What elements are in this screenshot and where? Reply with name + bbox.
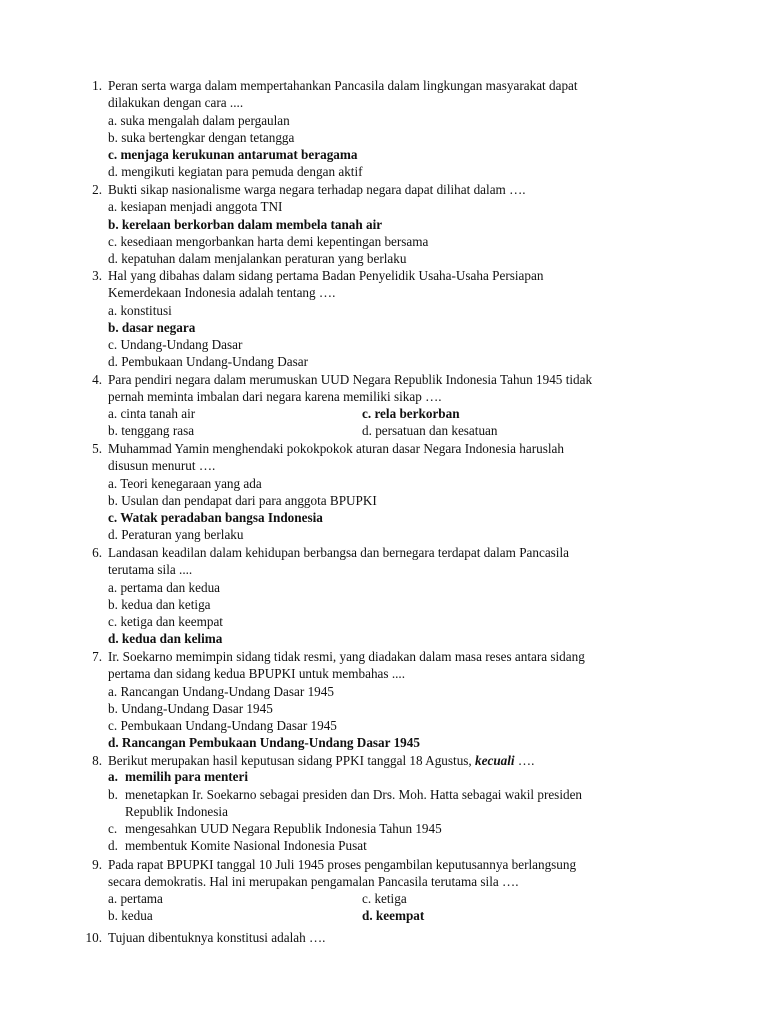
option-c: c. Pembukaan Undang-Undang Dasar 1945 (108, 718, 337, 734)
question-stem: Bukti sikap nasionalisme warga negara terhadap negara dapat dilihat dalam …. (108, 182, 526, 197)
option-c: c. Undang-Undang Dasar (108, 337, 243, 353)
stem-text: …. (514, 753, 535, 768)
question-stem (108, 752, 688, 769)
option-letter: c. (108, 821, 118, 837)
option-c: c. ketiga dan keempat (108, 614, 223, 630)
option-a: a. Teori kenegaraan yang ada (108, 475, 262, 491)
option-text: membentuk Komite Nasional Indonesia Pusat (125, 838, 367, 854)
stem-text: Berikut merupakan hasil keputusan sidang PPKI tanggal 18 Agustus, (108, 753, 476, 768)
option-text: memilih para menteri (125, 769, 249, 785)
option-b: b. Undang-Undang Dasar 1945 (108, 700, 273, 716)
option-a: a. Rancangan Undang-Undang Dasar 1945 (108, 683, 334, 699)
question-number: 6. (92, 545, 102, 560)
option-b: b. Usulan dan pendapat dari para anggota BPUPKI (108, 492, 377, 508)
option-d-correct: d. keempat (362, 907, 425, 923)
question-stem: terutama sila .... (108, 562, 193, 578)
option-d: d. kepatuhan dalam menjalankan peraturan yang berlaku (108, 251, 407, 267)
option-b-correct: b. kerelaan berkorban dalam membela tanah air (108, 216, 383, 232)
option-a: a. pertama dan kedua (108, 579, 221, 595)
option-c: c. ketiga (362, 890, 407, 906)
option-text: menetapkan Ir. Soekarno sebagai presiden dan Drs. Moh. Hatta sebagai wakil presiden (125, 786, 583, 802)
question-stem: Kemerdekaan Indonesia adalah tentang …. (108, 285, 336, 301)
question-number: 8. (92, 753, 102, 768)
question-stem: pertama dan sidang kedua BPUPKI untuk membahas .... (108, 666, 406, 682)
question-stem: Landasan keadilan dalam kehidupan berbangsa dan bernegara terdapat dalam Pancasila (108, 545, 569, 560)
option-c: c. kesediaan mengorbankan harta demi kepentingan bersama (108, 233, 429, 249)
question-stem: Pada rapat BPUPKI tanggal 10 Juli 1945 proses pengambilan keputusannya berlangsung (108, 857, 577, 872)
option-c-correct: c. rela berkorban (362, 405, 460, 421)
option-b: b. suka bertengkar dengan tetangga (108, 129, 295, 145)
option-text: Republik Indonesia (125, 803, 228, 819)
question-stem: dilakukan dengan cara .... (108, 95, 244, 111)
question-number: 9. (92, 857, 102, 872)
option-a: a. pertama (108, 890, 163, 906)
question-stem: secara demokratis. Hal ini merupakan pengamalan Pancasila terutama sila …. (108, 874, 519, 890)
option-d: d. persatuan dan kesatuan (362, 422, 498, 438)
question-stem: Muhammad Yamin menghendaki pokokpokok aturan dasar Negara Indonesia haruslah (108, 441, 564, 456)
option-row (108, 908, 688, 925)
question-number: 3. (92, 268, 102, 283)
option-c-correct: c. Watak peradaban bangsa Indonesia (108, 510, 323, 526)
question-number: 4. (92, 372, 102, 387)
option-a-correct (108, 769, 688, 786)
option-d-correct: d. kedua dan kelima (108, 631, 223, 647)
question-stem: pernah meminta imbalan dari negara karena memiliki sikap …. (108, 389, 442, 405)
option-a: a. suka mengalah dalam pergaulan (108, 112, 290, 128)
question-stem: disusun menurut …. (108, 458, 216, 474)
option-a: a. kesiapan menjadi anggota TNI (108, 199, 283, 215)
option-a: a. konstitusi (108, 302, 172, 318)
option-d: d. Peraturan yang berlaku (108, 527, 244, 543)
option-row (108, 423, 688, 440)
stem-emphasis: kecuali (475, 753, 515, 768)
question-number: 7. (92, 649, 102, 664)
option-row (108, 406, 688, 423)
question-stem: Ir. Soekarno memimpin sidang tidak resmi, yang diadakan dalam masa reses antara sidang (108, 649, 585, 664)
option-b-correct: b. dasar negara (108, 319, 196, 335)
question-stem: Hal yang dibahas dalam sidang pertama Badan Penyelidik Usaha-Usaha Persiapan (108, 268, 544, 283)
question-number: 10. (85, 930, 102, 945)
option-c (108, 821, 688, 838)
option-text: mengesahkan UUD Negara Republik Indonesia Tahun 1945 (125, 821, 442, 837)
question-number: 1. (92, 78, 102, 93)
option-d-correct: d. Rancangan Pembukaan Undang-Undang Dasar 1945 (108, 735, 420, 751)
option-b: b. kedua (108, 907, 153, 923)
option-d: d. mengikuti kegiatan para pemuda dengan aktif (108, 164, 363, 180)
option-a: a. cinta tanah air (108, 405, 196, 421)
option-letter: b. (108, 786, 118, 802)
option-row (108, 891, 688, 908)
question-stem: Tujuan dibentuknya konstitusi adalah …. (108, 930, 326, 945)
option-b (108, 787, 688, 804)
option-d: d. Pembukaan Undang-Undang Dasar (108, 354, 308, 370)
question-stem: Peran serta warga dalam mempertahankan Pancasila dalam lingkungan masyarakat dapat (108, 78, 578, 93)
question-number: 2. (92, 182, 102, 197)
question-stem: Para pendiri negara dalam merumuskan UUD Negara Republik Indonesia Tahun 1945 tidak (108, 372, 593, 387)
option-c-correct: c. menjaga kerukunan antarumat beragama (108, 147, 358, 163)
question-number: 5. (92, 441, 102, 456)
option-b: b. tenggang rasa (108, 422, 195, 438)
option-d (108, 838, 688, 855)
option-b-continued (108, 804, 688, 821)
option-b: b. kedua dan ketiga (108, 596, 211, 612)
option-letter: d. (108, 838, 118, 854)
option-letter: a. (108, 769, 118, 785)
